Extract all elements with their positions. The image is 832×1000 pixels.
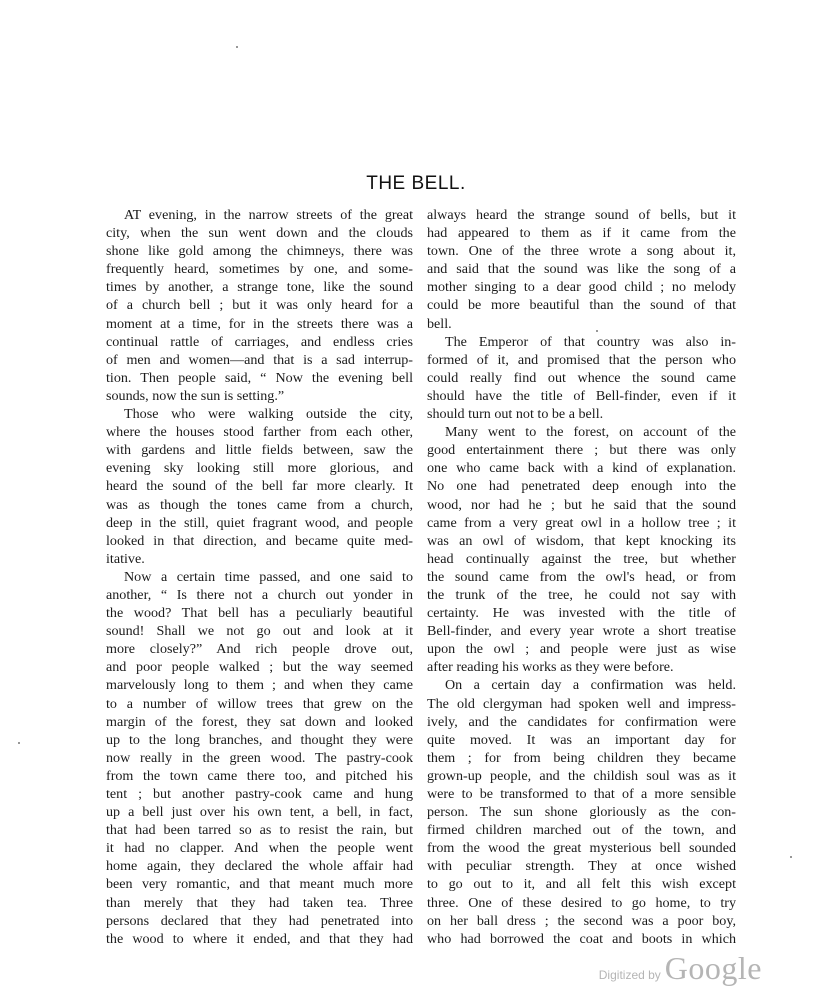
text-line: it had no clapper. And when the people went <box>106 840 413 857</box>
text-line: city, when the sun went down and the clouds <box>106 225 413 242</box>
text-line: was an owl of wisdom, that kept knocking its <box>427 532 736 549</box>
text-line: came from a very great owl in a hollow tree ; it <box>427 514 736 531</box>
text-line: wood, nor had he ; but he said that the sound <box>427 496 736 513</box>
watermark-brand: Google <box>664 950 762 986</box>
text-line: margin of the forest, they sat down and looked <box>106 713 413 730</box>
watermark-prefix: Digitized by <box>598 968 661 982</box>
text-line: tion. Then people said, “ Now the evening bell <box>106 369 413 386</box>
text-line: and poor people walked ; but the way seemed <box>106 659 413 676</box>
digitization-watermark <box>599 950 762 987</box>
text-line: upon the owl ; and people were just as wise <box>427 641 736 658</box>
text-line: Those who were walking outside the city, <box>124 406 413 423</box>
text-line: heard the sound of the bell far more clearly. It <box>106 478 413 495</box>
text-line: The Emperor of that country was also in- <box>445 333 736 350</box>
text-line: from the wood the great mysterious bell sounded <box>427 840 736 857</box>
text-line: the wood to where it ended, and that they had <box>106 930 413 947</box>
text-line: ively, and the candidates for confirmation were <box>427 713 736 730</box>
text-line: good entertainment there ; but there was only <box>427 442 736 459</box>
text-line: with peculiar strength. They at once wished <box>427 858 736 875</box>
text-line: formed of it, and promised that the person who <box>427 351 736 368</box>
text-line: Now a certain time passed, and one said to <box>124 568 413 585</box>
text-line: them ; for from being children they became <box>427 749 736 766</box>
text-line: tent ; but another pastry-cook came and hung <box>106 786 413 802</box>
text-line: to a number of willow trees that grew on the <box>106 695 413 712</box>
text-line: quite moved. It was an important day for <box>427 731 736 748</box>
text-line: certainty. He was invested with the title of <box>427 605 736 622</box>
right-text-column <box>427 206 736 948</box>
text-line: deep in the still, quiet fragrant wood, and people <box>106 514 413 531</box>
text-line: up a bell just over his own tent, a bell, in fact, <box>106 804 413 821</box>
text-line: could really find out whence the sound came <box>427 369 736 386</box>
text-line: moment at a time, for in the streets there was a <box>106 315 413 332</box>
text-line: of men and women—and that is a sad interrup- <box>106 351 413 368</box>
text-line: from the town came there too, and pitched his <box>106 767 413 784</box>
text-line: the trunk of the tree, he could not say with <box>427 586 736 603</box>
scan-speck <box>596 330 598 332</box>
text-line: three. One of these desired to go home, to try <box>427 894 736 911</box>
text-line: Many went to the forest, on account of the <box>445 424 736 441</box>
text-line: evening sky looking still more glorious, and <box>106 460 413 477</box>
text-line: persons declared that they had penetrated into <box>106 912 413 929</box>
text-line: looked in that direction, and became quite med- <box>106 532 413 549</box>
text-line: itative. <box>106 550 145 567</box>
text-line: grown-up people, and the childish soul was as it <box>427 767 736 784</box>
text-line: The old clergyman had spoken well and impress- <box>427 695 736 712</box>
text-line: AT evening, in the narrow streets of the great <box>124 207 413 223</box>
text-line: and said that the sound was like the song of a <box>427 261 736 278</box>
text-line: up to the long branches, and thought they were <box>106 731 413 748</box>
text-line: On a certain day a confirmation was held. <box>445 677 736 694</box>
scan-speck <box>790 856 792 858</box>
text-line: frequently heard, sometimes by one, and some- <box>106 261 413 278</box>
text-line: another, “ Is there not a church out yonder in <box>106 586 413 603</box>
text-line: where the houses stood farther from each other, <box>106 424 413 441</box>
text-line: now really in the green wood. The pastry-cook <box>106 749 413 766</box>
text-line: with gardens and little fields between, saw the <box>106 442 413 459</box>
text-line: were to be transformed to that of a more sensible <box>427 786 736 802</box>
text-line: No one had penetrated deep enough into the <box>427 478 736 495</box>
text-line: the wood? That bell has a peculiarly beautiful <box>106 605 413 622</box>
text-line: marvelously long to them ; and when they came <box>106 677 413 694</box>
text-line: one who came back with a kind of explanation. <box>427 460 736 477</box>
left-text-column <box>106 206 413 948</box>
text-line: to go out to it, and all felt this wish except <box>427 876 736 893</box>
text-line: after reading his works as they were before. <box>427 659 674 676</box>
text-line: times by another, a strange tone, like the sound <box>106 279 413 296</box>
text-line: firmed children marched out of the town, and <box>427 822 736 839</box>
text-line: who had borrowed the coat and boots in which <box>427 930 736 947</box>
text-line: should turn out not to be a bell. <box>427 406 604 423</box>
text-line: should have the title of Bell-finder, even if it <box>427 387 736 404</box>
text-line: bell. <box>427 315 452 332</box>
scan-speck <box>236 46 238 48</box>
text-line: on her ball dress ; the second was a poor boy, <box>427 912 736 929</box>
text-line: been very romantic, and that meant much more <box>106 876 413 893</box>
text-line: sound! Shall we not go out and look at it <box>106 623 413 640</box>
text-line: Bell-finder, and every year wrote a short treatise <box>427 623 736 640</box>
page-title: THE BELL. <box>366 173 466 194</box>
text-line: person. The sun shone gloriously as the con- <box>427 804 736 821</box>
text-line: mother singing to a dear good child ; no melody <box>427 279 736 296</box>
text-line: home again, they declared the whole affair had <box>106 858 413 875</box>
text-line: that had been tarred so as to resist the rain, but <box>106 822 413 839</box>
text-line: the sound came from the owl's head, or from <box>427 568 736 585</box>
text-line: more closely?” And rich people drove out, <box>106 641 413 658</box>
text-line: could be more beautiful than the sound of that <box>427 297 736 314</box>
text-line: sounds, now the sun is setting.” <box>106 387 285 404</box>
text-line: was as though the tones came from a church, <box>106 496 413 513</box>
text-line: head continually against the tree, but whether <box>427 550 736 567</box>
text-line: continual rattle of carriages, and endless cries <box>106 333 413 350</box>
text-line: shone like gold among the chimneys, there was <box>106 243 413 260</box>
scan-speck <box>18 742 20 744</box>
text-line: always heard the strange sound of bells, but it <box>427 207 736 223</box>
text-line: than merely that they had taken tea. Three <box>106 894 413 911</box>
text-line: town. One of the three wrote a song about it, <box>427 243 736 260</box>
text-line: had appeared to them as if it came from the <box>427 225 736 242</box>
text-line: of a church bell ; but it was only heard for a <box>106 297 413 314</box>
